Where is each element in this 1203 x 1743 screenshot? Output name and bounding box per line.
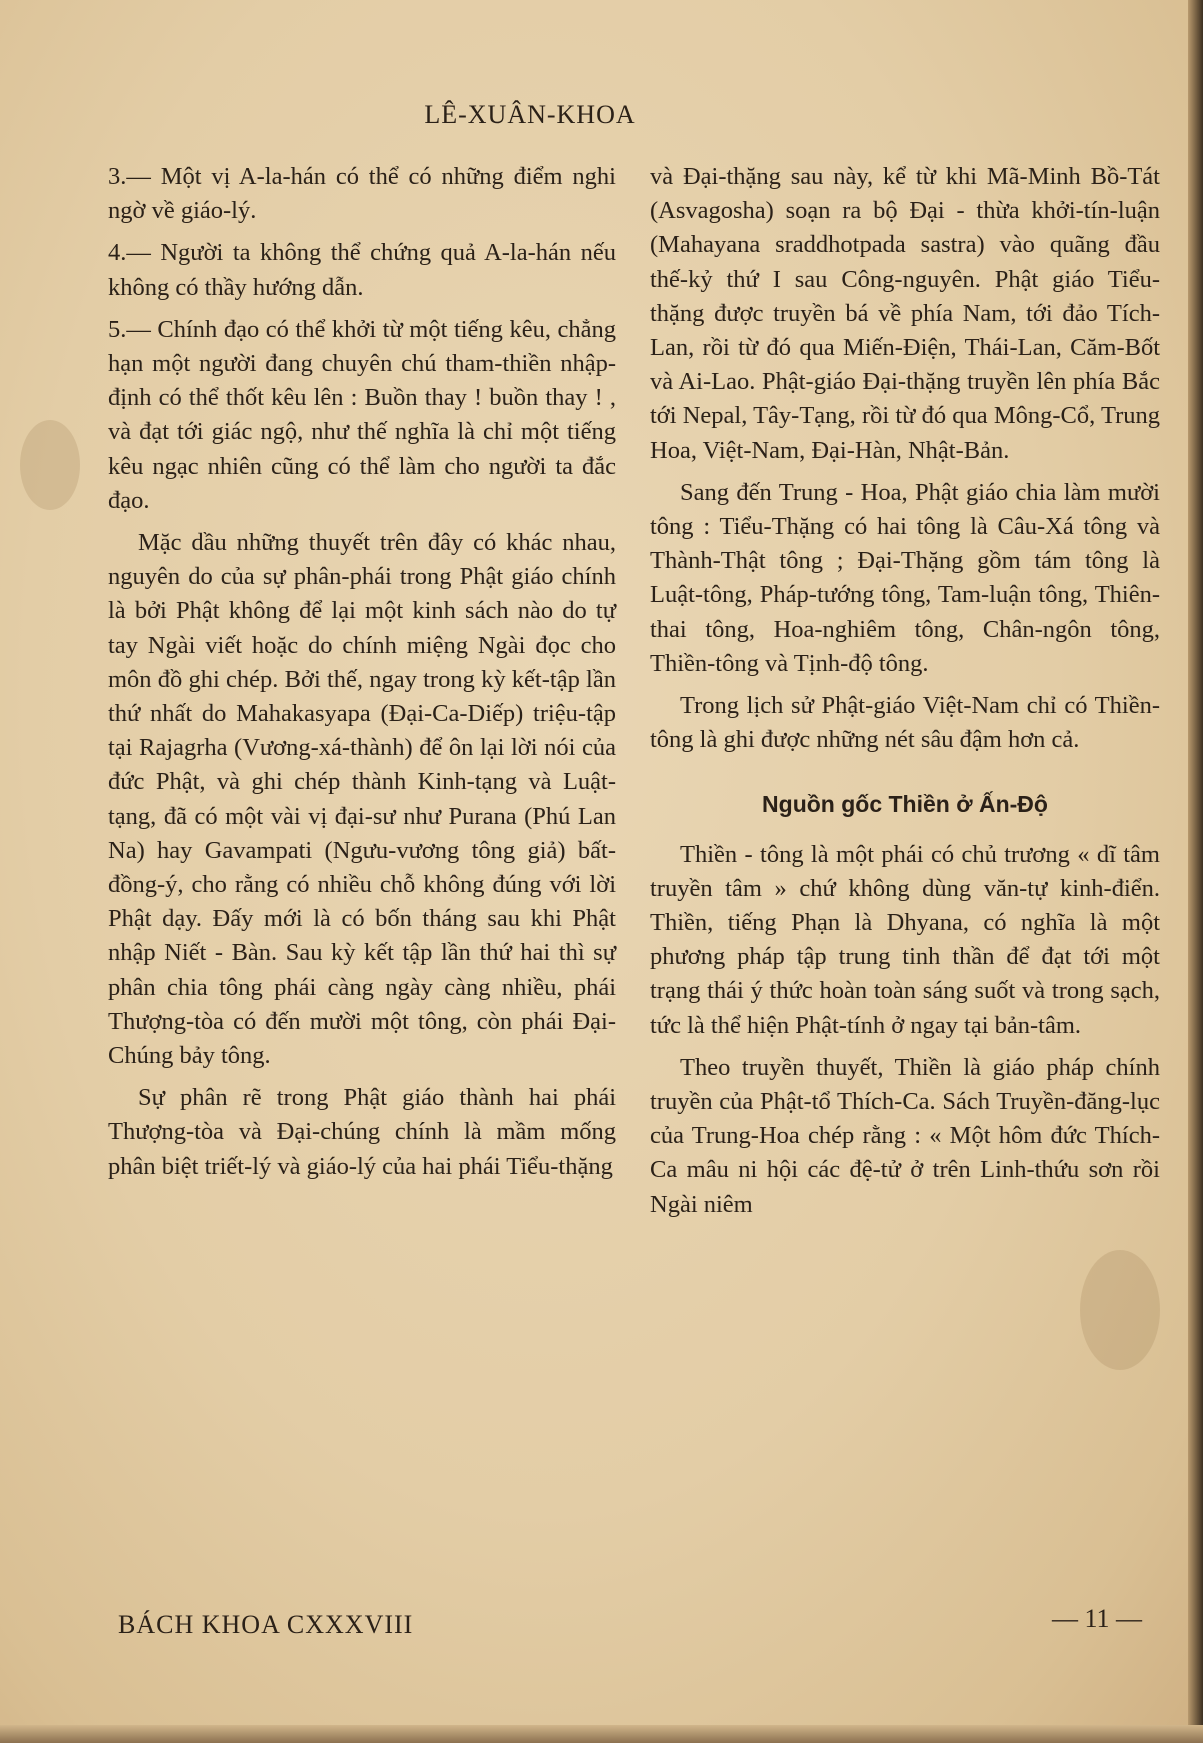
paper-stain <box>1080 1250 1160 1370</box>
left-column <box>108 160 616 1192</box>
body-paragraph: Trong lịch sử Phật-giáo Việt-Nam chỉ có Thiền-tông là ghi được những nét sâu đậm hơn cả. <box>650 692 1160 754</box>
body-paragraph-continued: và Đại-thặng sau này, kể từ khi Mã-Minh Bồ-Tát (Asvagosha) soạn ra bộ Đại - thừa khởi-tín-luận (Mahayana sraddhotpada sastra) vào quãng đầu thế-kỷ thứ I sau Công-nguyên. Phật giáo Tiểu-thặng được truyền bá về phía Nam, tới đảo Tích-Lan, rồi từ đó qua Miến-Điện, Thái-Lan, Căm-Bốt và Ai-Lao. Phật-giáo Đại-thặng truyền lên phía Bắc tới Nepal, Tây-Tạng, rồi từ đó qua Mông-Cổ, Trung Hoa, Việt-Nam, Đại-Hàn, Nhật-Bản. <box>650 163 1160 464</box>
numbered-point-4: 4.— Người ta không thể chứng quả A-la-hán nếu không có thầy hướng dẫn. <box>108 239 616 301</box>
body-paragraph: Thiền - tông là một phái có chủ trương « dĩ tâm truyền tâm » chứ không dùng văn-tự kinh-điển. Thiền, tiếng Phạn là Dhyana, có nghĩa là một phương pháp tập trung tinh thần để đạt tới một trạng thái ý thức hoàn toàn sáng suốt và trong sạch, tức là thể hiện Phật-tính ở ngay tại bản-tâm. <box>650 840 1160 1039</box>
section-heading: Nguồn gốc Thiền ở Ấn-Độ <box>762 791 1048 818</box>
body-paragraph: Sự phân rẽ trong Phật giáo thành hai phái Thượng-tòa và Đại-chúng chính là mầm mống phân biệt triết-lý và giáo-lý của hai phái Tiểu-thặng <box>108 1084 616 1180</box>
numbered-point-5: 5.— Chính đạo có thể khởi từ một tiếng kêu, chẳng hạn một người đang chuyên chú tham-thiền nhập-định có thể thốt kêu lên : Buồn thay ! buồn thay ! , và đạt tới giác ngộ, như thế nghĩa là chỉ một tiếng kêu ngạc nhiên cũng có thể làm cho người ta đắc đạo. <box>108 315 616 514</box>
body-paragraph: Sang đến Trung - Hoa, Phật giáo chia làm mười tông : Tiểu-Thặng có hai tông là Câu-Xá tông và Thành-Thật tông ; Đại-Thặng gồm tám tông là Luật-tông, Pháp-tướng tông, Tam-luận tông, Thiên-thai tông, Hoa-nghiêm tông, Chân-ngôn tông, Thiền-tông và Tịnh-độ tông. <box>650 478 1160 677</box>
right-column <box>650 160 1160 1230</box>
page-edge-bottom <box>0 1725 1203 1743</box>
numbered-point-3: 3.— Một vị A-la-hán có thể có những điểm nghi ngờ về giáo-lý. <box>108 163 616 225</box>
paper-stain <box>20 420 80 510</box>
body-paragraph: Theo truyền thuyết, Thiền là giáo pháp chính truyền của Phật-tổ Thích-Ca. Sách Truyền-đăng-lục của Trung-Hoa chép rằng : « Một hôm đức Thích-Ca mâu ni hội các đệ-tử ở trên Linh-thứu sơn rồi Ngài niêm <box>650 1053 1160 1218</box>
page-number: — 11 — <box>1052 1604 1143 1633</box>
page-edge-shadow <box>1188 0 1203 1743</box>
running-header-author: LÊ-XUÂN-KHOA <box>424 100 636 129</box>
body-paragraph: Mặc dầu những thuyết trên đây có khác nhau, nguyên do của sự phân-phái trong Phật giáo chính là bởi Phật không để lại một kinh sách nào do tự tay Ngài viết hoặc do chính miệng Ngài đọc cho môn đồ ghi chép. Bởi thế, ngay trong kỳ kết-tập lần thứ nhất do Mahakasyapa (Đại-Ca-Diếp) triệu-tập tại Rajagrha (Vương-xá-thành) để ôn lại lời nói của đức Phật, và ghi chép thành Kinh-tạng và Luật-tạng, đã có một vài vị đại-sư như Purana (Phú Lan Na) hay Gavampati (Ngưu-vương tông giả) bất-đồng-ý, cho rằng có nhiều chỗ không đúng với lời Phật dạy. Đấy mới là có bốn tháng sau khi Phật nhập Niết - Bàn. Sau kỳ kết tập lần thứ hai thì sự phân chia tông phái càng ngày càng nhiều, phái Thượng-tòa có đến mười một tông, còn phái Đại-Chúng bảy tông. <box>108 529 616 1070</box>
footer-magazine-title: BÁCH KHOA CXXXVIII <box>118 1610 414 1639</box>
